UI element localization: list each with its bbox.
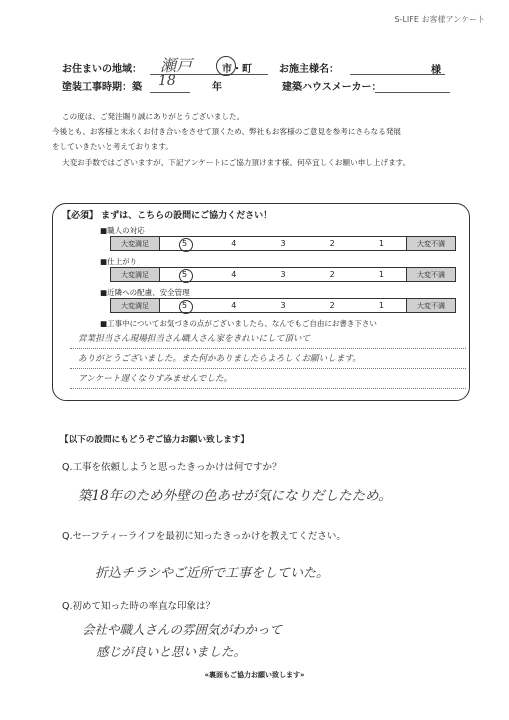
scale-left-label: 大変満足 (111, 237, 160, 250)
question-2: Q.セーフティーライフを最初に知ったきっかけを教えてください。 (62, 531, 346, 542)
scale-right-label: 大変不満 (406, 268, 455, 281)
city-options: 市・町 (222, 64, 252, 75)
question-1: Q.工事を依頼しようと思ったきっかけは何ですか？ (62, 462, 282, 473)
intro-line-1: この度は、ご発注賜り誠にありがとうございました。 (62, 112, 245, 121)
question-craftsmen-label: ■職人の対応 (100, 226, 145, 235)
rating-5: 5 (160, 237, 209, 250)
comment-rule-1 (70, 348, 466, 349)
area-value: 瀬戸 (160, 56, 193, 75)
rating-selected-circle (179, 300, 193, 314)
rating-5: 5 (160, 268, 209, 281)
comment-line-2: ありがとうございました。また何かありましたらよろしくお願いします。 (78, 354, 361, 364)
question-3: Q.初めて知った時の率直な印象は？ (62, 601, 215, 612)
question-neighbors-label: ■近隣への配慮、安全管理 (100, 288, 190, 297)
rating-2: 2 (329, 239, 335, 248)
rating-4: 4 (231, 239, 237, 248)
reverse-side-note: «裏面もご協力お願い致します» (204, 671, 305, 679)
customer-name-label: お施主様名： (279, 64, 339, 75)
answer-3-line-1: 会社や職人さんの雰囲気がわかって (82, 622, 283, 637)
required-section-title: 【必須】 まずは、こちらの設問にご協力ください！ (62, 211, 273, 221)
rating-2: 2 (329, 301, 335, 310)
comment-rule-2 (70, 368, 466, 369)
rating-2: 2 (329, 270, 335, 279)
rating-scale-finish (110, 267, 456, 282)
scale-left-label: 大変満足 (111, 299, 160, 312)
builder-underline (375, 92, 450, 93)
rating-3: 3 (280, 239, 286, 248)
rating-4: 4 (231, 270, 237, 279)
intro-line-2: 今後とも、お客様と末永くお付き合いをさせて頂くため、弊社もお客様のご意見を参考にさらなる発展 (52, 127, 402, 136)
construction-age-suffix: 年 (212, 82, 222, 93)
rating-3: 3 (280, 301, 286, 310)
question-finish-label: ■仕上がり (100, 257, 138, 266)
rating-1: 1 (378, 239, 384, 248)
rating-4: 4 (231, 301, 237, 310)
answer-2: 折込チラシやご近所で工事をしていた。 (95, 566, 330, 581)
rating-selected-circle (179, 269, 193, 283)
answer-1: 築18年のため外壁の色あせが気になりだしたため。 (78, 488, 392, 504)
rating-1: 1 (378, 301, 384, 310)
comment-line-1: 営業担当さん現場担当さん職人さん家をきれいにして頂いて (78, 334, 311, 344)
construction-age-underline (150, 92, 190, 93)
rating-scale-craftsmen (110, 236, 456, 251)
rating-selected-circle (179, 238, 193, 252)
answer-3-line-2: 感じが良いと思いました。 (96, 644, 247, 659)
comment-rule-3 (70, 388, 466, 389)
survey-header-tag: S-LIFE お客様アンケート (394, 15, 485, 24)
honorific: 様 (431, 65, 441, 76)
scale-right-label: 大変不満 (406, 237, 455, 250)
scale-right-label: 大変不満 (406, 299, 455, 312)
rating-5: 5 (160, 299, 209, 312)
comment-prompt: ■工事中についてお気づきの点がございましたら、なんでもご自由にお書き下さい (100, 319, 377, 328)
city-selected-circle (216, 56, 236, 76)
construction-age-value: 18 (158, 73, 176, 89)
builder-label: 建築ハウスメーカー： (282, 82, 382, 93)
area-label: お住まいの地域： (62, 64, 142, 75)
rating-1: 1 (378, 270, 384, 279)
optional-section-title: 【以下の設問にもどうぞご協力お願い致します】 (60, 435, 250, 445)
comment-line-3: アンケート遅くなりすみませんでした。 (78, 374, 233, 384)
intro-line-4: 大変お手数ではございますが、下記アンケートにご協力頂けます様、何卒宜しくお願い申し上げます。 (62, 158, 411, 167)
construction-age-label: 塗装工事時期：築 (62, 82, 142, 93)
rating-3: 3 (280, 270, 286, 279)
scale-left-label: 大変満足 (111, 268, 160, 281)
intro-line-3: をしていきたいと考えております。 (52, 142, 173, 151)
rating-scale-neighbors (110, 298, 456, 313)
